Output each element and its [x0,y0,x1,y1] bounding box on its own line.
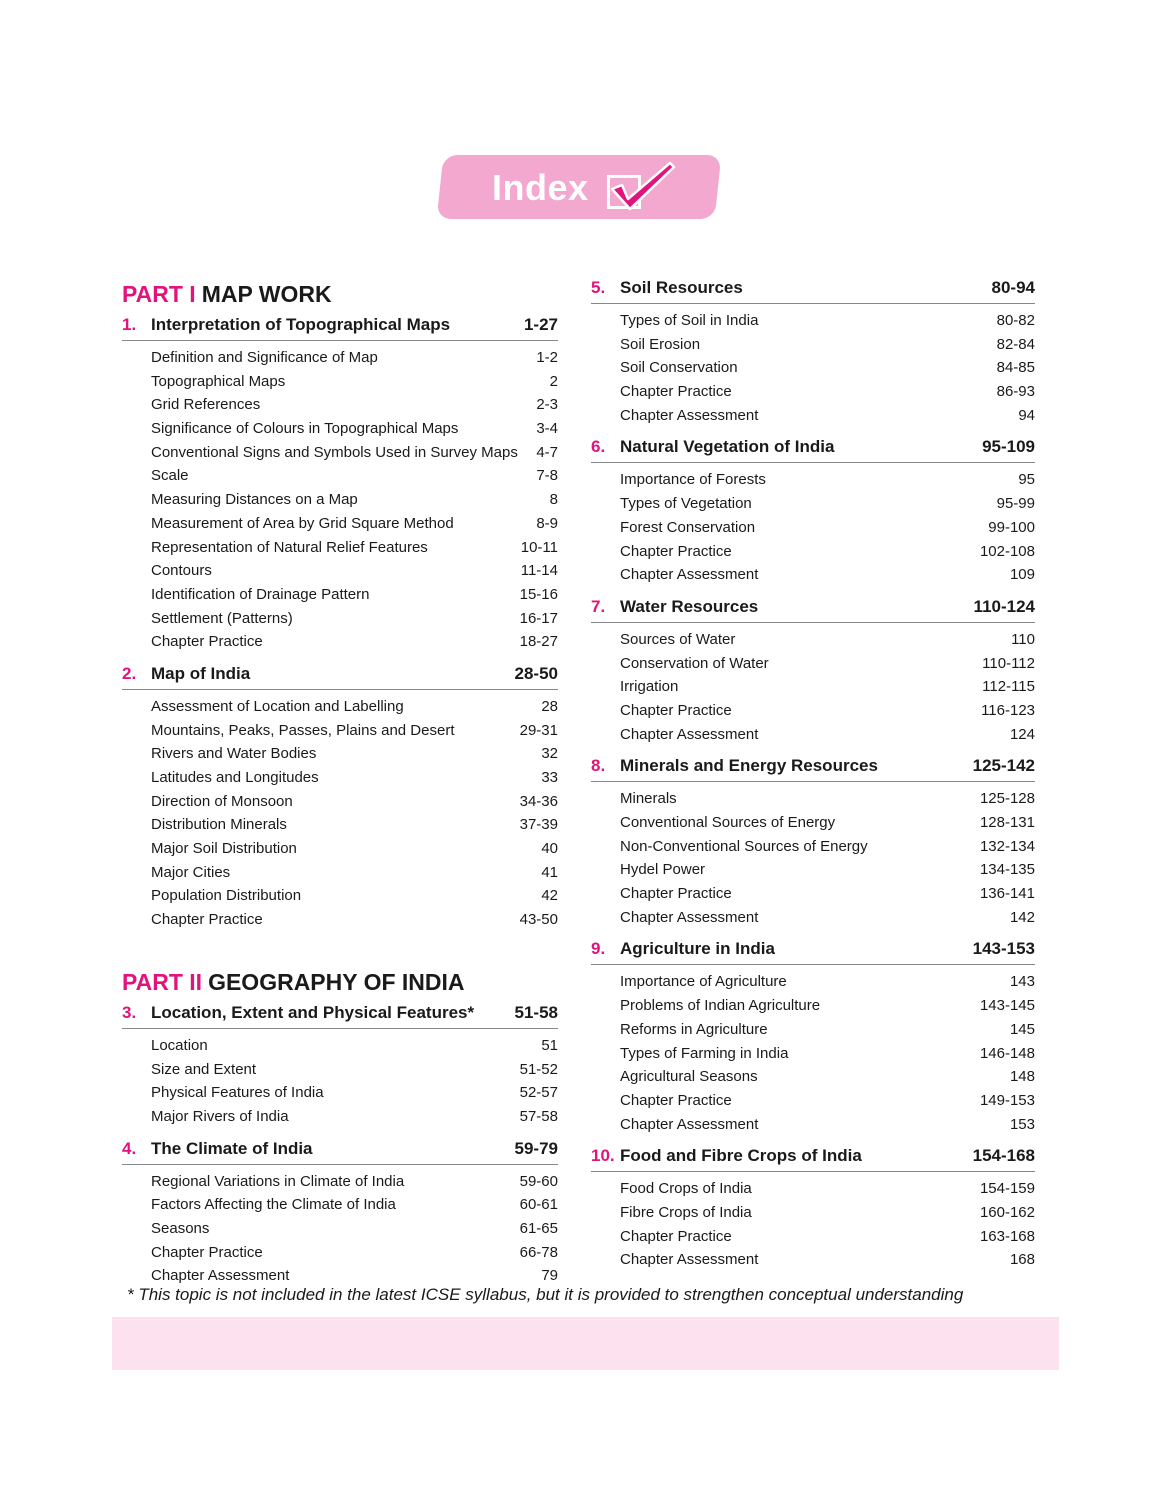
topic-title: Distribution Minerals [151,816,287,834]
topic-title: Types of Soil in India [620,312,759,329]
topic-title: Fibre Crops of India [620,1203,752,1221]
chapter-number: 4. [122,1138,137,1158]
topic-title: Major Soil Distribution [151,840,297,858]
chapter-pages: 143-153 [972,939,1035,959]
topic-pages: 28 [541,697,558,715]
chapter-block [591,593,1035,752]
topic-title: Mountains, Peaks, Passes, Plains and Desert [151,721,455,739]
topic-pages: 142 [1009,908,1035,926]
topic-row[interactable] [591,723,1035,747]
topic-title: Hydel Power [620,861,706,879]
topic-title: Latitudes and Longitudes [151,769,319,786]
topic-row[interactable] [591,1248,1035,1272]
chapter-block [591,274,1035,433]
topic-pages: 34-36 [519,792,558,810]
left-column [122,277,558,1294]
topic-pages: 37-39 [519,816,558,834]
check-icon [600,159,680,217]
topic-list [122,346,558,654]
topic-row[interactable] [122,813,558,837]
topic-row[interactable] [122,742,558,766]
topic-pages: 95-99 [996,495,1035,513]
topic-row[interactable] [122,417,558,441]
topic-pages: 109 [1009,566,1035,584]
topic-row[interactable] [122,1034,558,1058]
topic-row[interactable] [122,1241,558,1265]
divider [591,303,1035,304]
topic-title: Problems of Indian Agriculture [620,997,821,1015]
topic-title: Rivers and Water Bodies [151,745,317,763]
topic-row[interactable] [591,787,1035,811]
topic-pages: 149-153 [979,1091,1035,1109]
topic-row[interactable] [122,1193,558,1217]
topic-row[interactable] [122,536,558,560]
topic-title: Definition and Significance of Map [151,349,378,366]
chapter-pages: 95-109 [982,437,1035,457]
topic-title: Grid References [151,396,261,414]
topic-title: Chapter Practice [620,542,732,560]
topic-pages: 102-108 [979,542,1035,560]
topic-pages: 8-9 [536,514,558,532]
topic-pages: 8 [549,491,558,509]
topic-title: Seasons [151,1219,210,1237]
topic-row[interactable] [591,858,1035,882]
topic-pages: 94 [1018,406,1035,424]
topic-pages: 7-8 [536,467,558,485]
topic-pages: 4-7 [536,443,558,461]
chapter-block [122,1135,558,1294]
chapter-heading[interactable] [591,752,1035,787]
topic-title: Contours [151,562,212,580]
topic-row[interactable] [591,1089,1035,1113]
topic-row[interactable] [591,380,1035,404]
topic-pages: 112-115 [982,678,1035,696]
topic-pages: 2 [549,372,558,390]
part-number: PART II [122,968,203,995]
chapter-pages: 1-27 [523,315,558,334]
topic-pages: 41 [541,863,558,881]
topic-row[interactable] [122,1058,558,1082]
topic-pages: 40 [541,840,558,858]
topic-title: Chapter Practice [620,885,732,903]
topic-row[interactable] [122,512,558,536]
topic-pages: 60-61 [519,1196,558,1214]
topic-row[interactable] [591,652,1035,676]
topic-row[interactable] [591,468,1035,492]
topic-row[interactable] [591,628,1035,652]
chapter-title: Map of India [151,663,251,683]
topic-title: Conservation of Water [620,654,769,672]
topic-title: Reforms in Agriculture [620,1020,768,1038]
topic-pages: 154-159 [979,1180,1035,1198]
topic-pages: 145 [1009,1020,1035,1038]
topic-list [591,628,1035,746]
topic-pages: 10-11 [520,538,558,556]
topic-pages: 143 [1009,973,1035,991]
topic-title: Physical Features of India [151,1084,324,1102]
topic-list [591,970,1035,1136]
topic-pages: 163-168 [979,1227,1035,1245]
topic-title: Identification of Drainage Pattern [151,585,370,603]
topic-title: Chapter Practice [620,1091,732,1109]
topic-title: Conventional Sources of Energy [620,814,836,831]
chapter-pages: 125-142 [972,756,1035,776]
topic-pages: 160-162 [979,1203,1035,1221]
topic-title: Population Distribution [151,887,302,905]
part-heading [122,277,558,311]
chapter-number: 5. [591,278,606,297]
topic-pages: 110-112 [982,654,1035,672]
chapter-title: Minerals and Energy Resources [620,756,878,776]
chapter-number: 8. [591,756,606,776]
topic-title: Chapter Practice [620,1227,732,1245]
topic-title: Chapter Practice [151,633,263,651]
chapter-block [122,311,558,660]
topic-pages: 168 [1009,1251,1035,1269]
topic-pages: 84-85 [996,359,1035,377]
topic-title: Chapter Practice [151,1243,263,1261]
chapter-block [591,433,1035,592]
right-column [591,274,1035,1278]
chapter-heading[interactable] [122,1135,558,1170]
topic-title: Sources of Water [620,630,736,648]
footnote: * This topic is not included in the latest ICSE syllabus, but it is provided to strengthen conceptual understanding [127,1285,964,1304]
topic-row[interactable] [591,882,1035,906]
chapter-title: The Climate of India [151,1138,313,1158]
topic-title: Settlement (Patterns) [151,609,293,627]
topic-pages: 15-16 [519,585,558,603]
divider [591,964,1035,965]
topic-pages: 148 [1009,1068,1035,1086]
topic-list [591,787,1035,929]
topic-title: Regional Variations in Climate of India [151,1172,405,1190]
topic-title: Chapter Assessment [151,1267,290,1285]
footer-band [112,1317,1059,1370]
chapter-block [122,660,558,938]
divider [122,1028,558,1029]
chapter-heading[interactable] [591,1142,1035,1177]
topic-title: Major Rivers of India [151,1107,289,1125]
topic-row[interactable] [591,835,1035,859]
divider [122,1164,558,1165]
topic-row[interactable] [591,563,1035,587]
chapter-number: 3. [122,1002,137,1022]
chapter-number: 10. [591,1146,615,1166]
chapter-block [591,752,1035,935]
chapter-pages: 154-168 [972,1146,1035,1166]
chapter-title: Water Resources [620,596,759,616]
topic-row[interactable] [591,1225,1035,1249]
topic-pages: 116-123 [981,701,1035,719]
chapter-pages: 28-50 [514,663,558,683]
topic-row[interactable] [591,1042,1035,1066]
chapter-number: 7. [591,596,606,616]
chapter-heading[interactable] [122,311,558,346]
index-banner [440,155,718,219]
topic-row[interactable] [122,790,558,814]
chapter-number: 6. [591,437,606,457]
topic-row[interactable] [591,1065,1035,1089]
topic-title: Types of Farming in India [620,1044,789,1062]
topic-title: Representation of Natural Relief Features [151,538,428,556]
topic-title: Chapter Assessment [620,1251,759,1269]
topic-title: Chapter Assessment [620,566,759,584]
topic-title: Significance of Colours in Topographical Maps [151,420,459,438]
topic-pages: 153 [1009,1115,1035,1133]
topic-title: Forest Conservation [620,518,756,536]
topic-pages: 95 [1018,471,1035,489]
divider [591,462,1035,463]
topic-title: Topographical Maps [151,372,286,390]
part-title: MAP WORK [201,281,332,307]
topic-row[interactable] [122,837,558,861]
chapter-pages: 51-58 [514,1002,558,1022]
topic-pages: 124 [1009,725,1035,743]
topic-list [591,468,1035,586]
topic-row[interactable] [591,356,1035,380]
topic-row[interactable] [122,370,558,394]
chapter-number: 1. [122,315,137,334]
topic-title: Importance of Forests [620,471,766,489]
topic-title: Agricultural Seasons [620,1068,758,1086]
topic-pages: 11-14 [520,562,558,580]
topic-row[interactable] [122,1081,558,1105]
chapter-heading[interactable] [591,935,1035,970]
topic-title: Importance of Agriculture [620,973,787,991]
topic-title: Conventional Signs and Symbols Used in Survey Maps [151,443,518,461]
topic-title: Measurement of Area by Grid Square Method [151,514,454,532]
topic-pages: 29-31 [519,721,558,739]
topic-pages: 33 [541,769,558,786]
part-heading [122,965,558,999]
topic-title: Non-Conventional Sources of Energy [620,837,868,855]
topic-list [591,309,1035,427]
topic-title: Soil Erosion [620,335,701,353]
topic-title: Chapter Practice [620,383,732,401]
topic-title: Factors Affecting the Climate of India [151,1196,396,1214]
topic-row[interactable] [122,630,558,654]
topic-row[interactable] [122,884,558,908]
topic-pages: 43-50 [519,911,558,929]
topic-row[interactable] [591,492,1035,516]
topic-row[interactable] [122,583,558,607]
topic-row[interactable] [591,404,1035,428]
topic-row[interactable] [122,719,558,743]
topic-title: Chapter Assessment [620,406,759,424]
topic-pages: 110 [1011,630,1035,648]
topic-title: Location [151,1036,208,1054]
topic-title: Size and Extent [151,1060,257,1078]
topic-pages: 134-135 [979,861,1035,879]
topic-row[interactable] [591,540,1035,564]
chapter-block [591,935,1035,1142]
topic-row[interactable] [122,908,558,932]
topic-row[interactable] [122,607,558,631]
topic-row[interactable] [591,1201,1035,1225]
topic-title: Food Crops of India [620,1180,752,1198]
chapter-heading[interactable] [591,274,1035,309]
topic-title: Chapter Assessment [620,908,759,926]
chapter-heading[interactable] [591,593,1035,628]
page-title: Index [492,167,589,208]
topic-pages: 1-2 [536,349,558,366]
chapter-title: Agriculture in India [620,939,775,959]
topic-pages: 57-58 [519,1107,558,1125]
topic-pages: 16-17 [519,609,558,627]
topic-row[interactable] [591,516,1035,540]
divider [122,689,558,690]
topic-title: Chapter Assessment [620,725,759,743]
chapter-pages: 59-79 [514,1138,558,1158]
chapter-title: Interpretation of Topographical Maps [151,315,451,334]
topic-pages: 61-65 [519,1219,558,1237]
topic-list [122,1170,558,1288]
topic-title: Chapter Practice [620,701,732,719]
chapter-heading[interactable] [591,433,1035,468]
topic-title: Measuring Distances on a Map [151,491,358,509]
topic-title: Minerals [620,790,677,808]
chapter-list [122,311,558,938]
topic-row[interactable] [122,1105,558,1129]
topic-row[interactable] [122,559,558,583]
topic-row[interactable] [591,994,1035,1018]
topic-pages: 86-93 [996,383,1035,401]
topic-pages: 125-128 [979,790,1035,808]
chapter-title: Food and Fibre Crops of India [620,1146,862,1166]
topic-row[interactable] [591,699,1035,723]
topic-row[interactable] [591,675,1035,699]
topic-pages: 128-131 [979,814,1035,831]
chapter-block [122,999,558,1135]
topic-pages: 82-84 [996,335,1035,353]
chapter-number: 2. [122,663,137,683]
topic-pages: 18-27 [519,633,558,651]
chapter-pages: 80-94 [991,278,1035,297]
topic-row[interactable] [591,333,1035,357]
chapter-list [122,999,558,1294]
topic-row[interactable] [591,1113,1035,1137]
chapter-title: Location, Extent and Physical Features* [151,1002,475,1022]
topic-pages: 136-141 [979,885,1035,903]
chapter-block [591,1142,1035,1278]
divider [591,622,1035,623]
topic-row[interactable] [591,309,1035,333]
topic-row[interactable] [591,1177,1035,1201]
topic-pages: 143-145 [979,997,1035,1015]
topic-list [122,1034,558,1129]
topic-pages: 3-4 [536,420,558,438]
topic-row[interactable] [122,441,558,465]
divider [591,1171,1035,1172]
topic-pages: 42 [541,887,558,905]
topic-row[interactable] [591,970,1035,994]
topic-title: Scale [151,467,189,485]
topic-title: Direction of Monsoon [151,792,293,810]
part-number: PART I [122,281,196,307]
topic-row[interactable] [122,464,558,488]
topic-pages: 2-3 [536,396,558,414]
topic-pages: 59-60 [519,1172,558,1190]
topic-row[interactable] [122,861,558,885]
topic-pages: 32 [541,745,558,763]
topic-title: Chapter Practice [151,911,263,929]
topic-title: Assessment of Location and Labelling [151,697,404,715]
topic-pages: 132-134 [979,837,1035,855]
topic-title: Irrigation [620,678,679,696]
topic-pages: 66-78 [519,1243,558,1261]
topic-row[interactable] [591,906,1035,930]
topic-row[interactable] [122,695,558,719]
topic-title: Major Cities [151,863,231,881]
topic-row[interactable] [591,1018,1035,1042]
topic-pages: 80-82 [996,312,1035,329]
chapter-list [591,274,1035,1278]
topic-row[interactable] [122,393,558,417]
chapter-heading[interactable] [122,999,558,1034]
topic-row[interactable] [122,488,558,512]
topic-row[interactable] [122,346,558,370]
divider [122,340,558,341]
topic-list [122,695,558,932]
chapter-title: Soil Resources [620,278,743,297]
topic-pages: 99-100 [988,518,1035,536]
topic-title: Soil Conservation [620,359,738,377]
chapter-title: Natural Vegetation of India [620,437,835,457]
topic-title: Types of Vegetation [620,495,752,513]
chapter-pages: 110-124 [973,596,1035,616]
topic-pages: 79 [541,1267,558,1285]
chapter-heading[interactable] [122,660,558,695]
chapter-number: 9. [591,939,606,959]
topic-row[interactable] [122,1217,558,1241]
topic-list [591,1177,1035,1272]
topic-row[interactable] [122,1170,558,1194]
divider [591,781,1035,782]
topic-pages: 51-52 [519,1060,558,1078]
topic-row[interactable] [591,811,1035,835]
part-title: GEOGRAPHY OF INDIA [208,968,465,995]
topic-row[interactable] [122,766,558,790]
topic-pages: 51 [541,1036,558,1054]
topic-pages: 146-148 [979,1044,1035,1062]
topic-pages: 52-57 [519,1084,558,1102]
topic-title: Chapter Assessment [620,1115,759,1133]
